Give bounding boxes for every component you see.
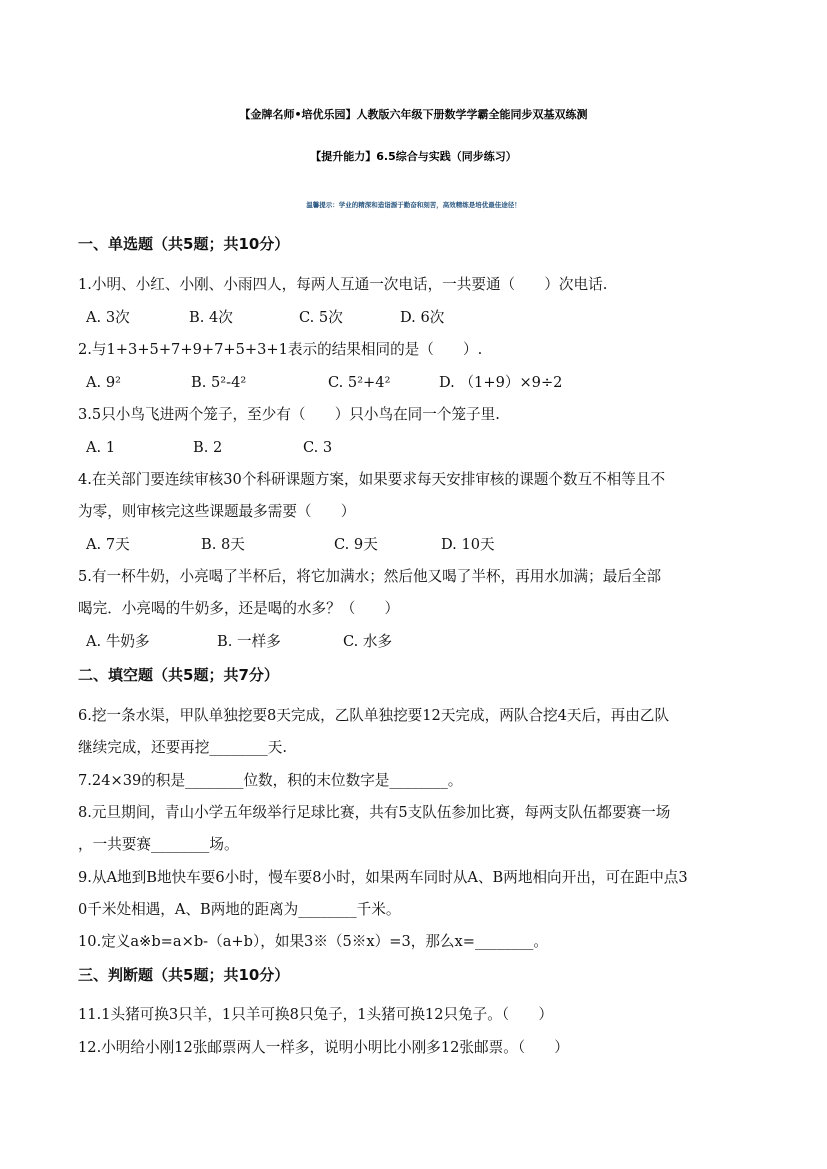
question-3-options xyxy=(86,438,332,458)
option-d: D. （1+9）×9÷2 xyxy=(439,374,563,391)
option-d: D. 6次 xyxy=(400,309,445,326)
question-5-line1: 5.有一杯牛奶，小亮喝了半杯后，将它加满水；然后他又喝了半杯，再用水加满；最后全部 xyxy=(78,568,662,585)
question-4-options xyxy=(86,535,495,555)
question-2-options xyxy=(86,373,562,393)
question-1: 1.小明、小红、小刚、小雨四人，每两人互通一次电话，一共要通（ ）次电话. xyxy=(78,276,608,293)
section-heading-fill-blank: 二、填空题（共5题；共7分） xyxy=(78,666,279,684)
option-a: A. 牛奶多 xyxy=(86,633,150,650)
question-9-line2: 0千米处相遇，A、B两地的距离为________千米。 xyxy=(78,901,401,918)
question-5-line2: 喝完．小亮喝的牛奶多，还是喝的水多？（ ） xyxy=(78,600,400,617)
option-b: B. 4次 xyxy=(189,309,233,326)
question-9-line1: 9.从A地到B地快车要6小时，慢车要8小时，如果两车同时从A、B两地相向开出，可在距中点3 xyxy=(78,869,688,886)
question-6-line2: 继续完成，还要再挖________天. xyxy=(78,739,287,756)
section-heading-single-choice: 一、单选题（共5题；共10分） xyxy=(78,235,290,253)
question-3: 3.5只小鸟飞进两个笼子，至少有（ ）只小鸟在同一个笼子里. xyxy=(78,406,500,423)
question-6-line1: 6.挖一条水渠，甲队单独挖要8天完成，乙队单独挖要12天完成，两队合挖4天后，再由乙队 xyxy=(78,707,670,724)
question-1-options xyxy=(86,308,444,328)
question-2: 2.与1+3+5+7+9+7+5+3+1表示的结果相同的是（ ）. xyxy=(78,341,483,358)
question-10: 10.定义a※b=a×b-（a+b），如果3※（5※x）=3，那么x=________。 xyxy=(78,933,548,950)
tip-banner: 温馨提示：学业的精深和造诣源于勤奋和刻苦，高效精练是培优最佳途径！ xyxy=(306,201,521,209)
question-8-line2: ，一共要赛________场。 xyxy=(78,836,239,853)
option-c: C. 9天 xyxy=(334,536,378,553)
option-c: C. 5²+4² xyxy=(328,374,391,391)
question-11: 11.1头猪可换3只羊，1只羊可换8只兔子，1头猪可换12只兔子。（ ） xyxy=(78,1006,553,1023)
page-title-line2: 【提升能力】6.5综合与实践（同步练习） xyxy=(310,150,517,163)
question-4-line2: 为零，则审核完这些课题最多需要（ ） xyxy=(78,503,356,520)
question-12: 12.小明给小刚12张邮票两人一样多，说明小明比小刚多12张邮票。（ ） xyxy=(78,1039,569,1056)
option-a: A. 3次 xyxy=(86,309,130,326)
section-heading-true-false: 三、判断题（共5题；共10分） xyxy=(78,966,290,984)
option-b: B. 2 xyxy=(193,439,223,456)
option-c: C. 3 xyxy=(303,439,333,456)
question-8-line1: 8.元旦期间，青山小学五年级举行足球比赛，共有5支队伍参加比赛，每两支队伍都要赛一场 xyxy=(78,804,671,821)
page-title-line1: 【金牌名师•培优乐园】人教版六年级下册数学学霸全能同步双基双练测 xyxy=(239,108,588,121)
option-b: B. 5²-4² xyxy=(191,374,247,391)
option-a: A. 9² xyxy=(86,374,121,391)
option-c: C. 水多 xyxy=(343,633,393,650)
option-d: D. 10天 xyxy=(441,536,495,553)
option-b: B. 8天 xyxy=(201,536,245,553)
option-a: A. 1 xyxy=(86,439,116,456)
question-4-line1: 4.在关部门要连续审核30个科研课题方案，如果要求每天安排审核的课题个数互不相等且不 xyxy=(78,471,666,488)
option-b: B. 一样多 xyxy=(217,633,281,650)
question-5-options xyxy=(86,632,392,652)
option-c: C. 5次 xyxy=(299,309,343,326)
question-7: 7.24×39的积是________位数，积的末位数字是________。 xyxy=(78,772,463,789)
option-a: A. 7天 xyxy=(86,536,130,553)
